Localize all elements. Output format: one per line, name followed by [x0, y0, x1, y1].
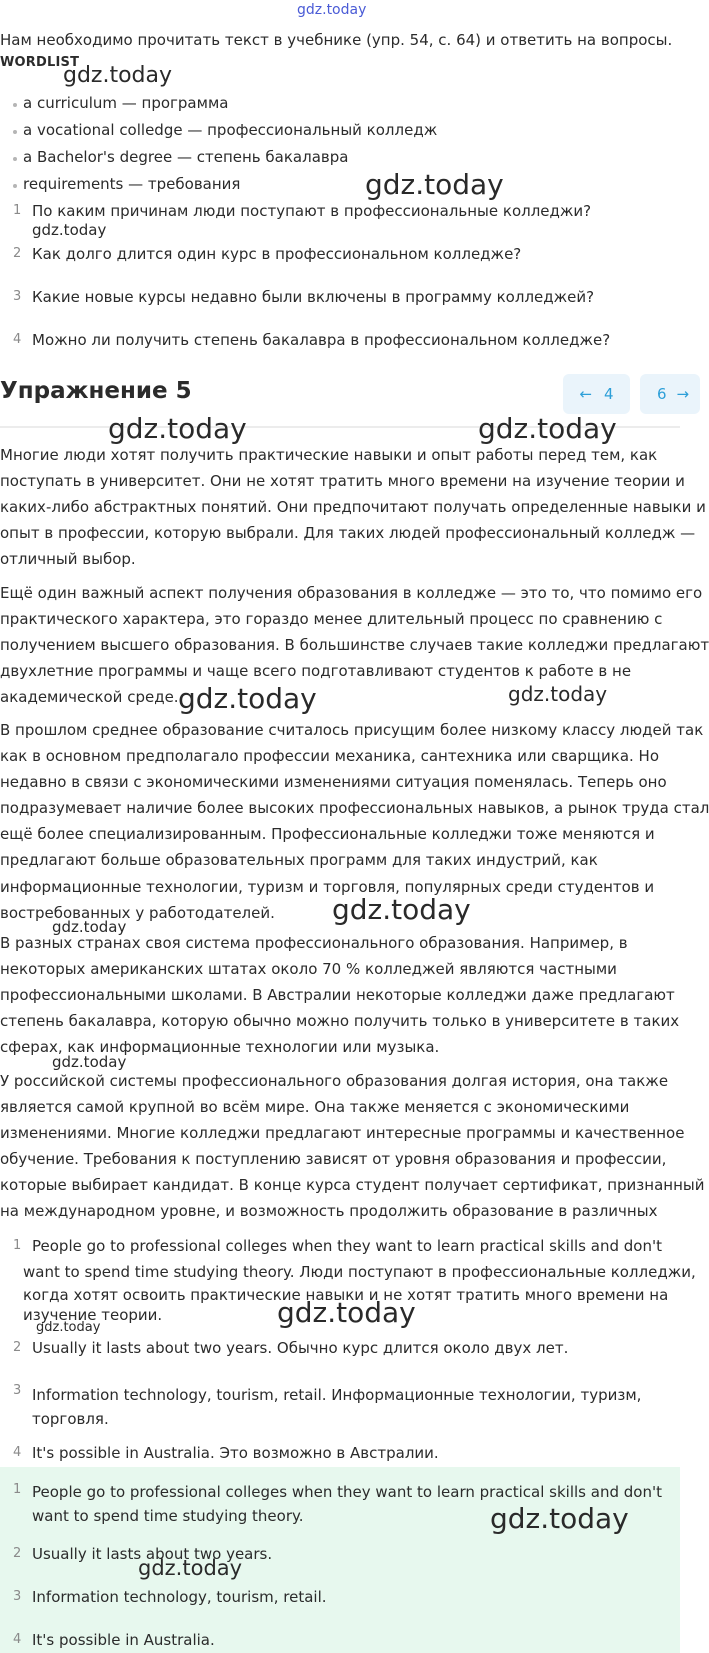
answer-number: 1	[13, 1482, 22, 1497]
answer-number: 1	[13, 1238, 22, 1253]
watermark: gdz.today	[297, 2, 367, 18]
paragraph: Ещё один важный аспект получения образования в колледже — это то, что помимо его практического характера, это гораздо менее длительный процесс по сравнению с получением высшего образования. В большинстве случаев такие колледжи предлагают двухлетние программы и чаще всего подготавливают студентов к работе в не академической среде.	[0, 584, 709, 707]
watermark: gdz.today	[52, 918, 127, 936]
answer-item: It's possible in Australia. Это возможно в Австралии.	[32, 1444, 439, 1462]
question-number: 1	[13, 203, 22, 218]
watermark: gdz.today	[178, 682, 317, 715]
answer-number: 3	[13, 1383, 22, 1398]
question-text: Какие новые курсы недавно были включены в программу колледжей?	[32, 288, 595, 306]
watermark: gdz.today	[108, 412, 247, 445]
paragraph: У российской системы профессионального образования долгая история, она также является самой крупной во всём мире. Она также меняется с экономическими изменениями. Многие колледжи предлагают интересные программы и качественное обучение. Требования к поступлению зависят от уровня образования и профессии, которые выбирает кандидат. В конце курса студент получает сертификат, признанный на международном уровне, и возможность продолжить образование в различных	[0, 1072, 705, 1221]
answer-item: Usually it lasts about two years.	[32, 1545, 273, 1563]
answer-number: 2	[13, 1340, 22, 1355]
watermark: gdz.today	[490, 1502, 629, 1535]
answer-item: Information technology, tourism, retail. Информационные технологии, туризм, торговля.	[32, 1386, 642, 1428]
next-exercise-label: 6	[657, 385, 667, 403]
next-exercise-button[interactable]	[640, 374, 700, 414]
answer-item: People go to professional colleges when they want to learn practical skills and don't want to spend time studying theory. Люди поступают в профессиональные колледжи, когда хотят освоить практические навыки и не хотят тратить много времени на изучение теории.	[23, 1237, 696, 1324]
bullet-icon	[13, 130, 17, 134]
watermark: gdz.today	[32, 221, 107, 239]
bullet-icon	[13, 157, 17, 161]
answer-item: Usually it lasts about two years. Обычно курс длится около двух лет.	[32, 1339, 569, 1357]
exercise-title: Упражнение 5	[0, 378, 192, 404]
question-number: 4	[13, 332, 22, 347]
watermark: gdz.today	[365, 168, 504, 201]
answer-number: 3	[13, 1589, 22, 1604]
watermark: gdz.today	[277, 1296, 416, 1329]
wordlist-title: WORDLIST	[0, 55, 80, 70]
watermark: gdz.today	[52, 1053, 127, 1071]
wordlist-item: requirements — требования	[23, 175, 241, 193]
arrow-right-icon: →	[676, 385, 690, 403]
answer-number: 4	[13, 1632, 22, 1647]
bullet-icon	[13, 184, 17, 188]
intro-text: Нам необходимо прочитать текст в учебнике (упр. 54, с. 64) и ответить на вопросы.	[0, 31, 673, 49]
paragraph: В разных странах своя система профессионального образования. Например, в некоторых американских штатах около 70 % колледжей являются частными профессиональными школами. В Австралии некоторые колледжи даже предлагают степень бакалавра, которую обычно можно получить только в университете в таких сферах, как информационные технологии или музыка.	[0, 934, 680, 1057]
answer-item: People go to professional colleges when they want to learn practical skills and don't want to spend time studying theory.	[32, 1483, 662, 1525]
prev-exercise-button[interactable]	[563, 374, 630, 414]
paragraph: В прошлом среднее образование считалось присущим более низкому классу людей так как в основном предполагало профессии механика, сантехника или сварщика. Но недавно в связи с экономическими изменениями ситуация поменялась. Теперь оно подразумевает наличие более высоких профессиональных навыков, а рынок труда стал ещё более специализированным. Профессиональные колледжи тоже меняются и предлагают больше образовательных программ для таких индустрий, как информационные технологии, туризм и торговля, популярных среди студентов и востребованных у работодателей.	[0, 721, 709, 922]
bullet-icon	[13, 103, 17, 107]
watermark: gdz.today	[138, 1556, 243, 1580]
answer-number: 2	[13, 1546, 22, 1561]
question-text: По каким причинам люди поступают в профессиональные колледжи?	[32, 202, 592, 220]
answer-item: It's possible in Australia.	[32, 1631, 215, 1649]
prev-exercise-label: 4	[604, 385, 614, 403]
question-number: 3	[13, 289, 22, 304]
answer-item: Information technology, tourism, retail.	[32, 1588, 327, 1606]
arrow-left-icon: ←	[579, 385, 593, 403]
watermark: gdz.today	[508, 682, 608, 706]
watermark: gdz.today	[332, 893, 471, 926]
watermark: gdz.today	[478, 412, 617, 445]
wordlist-item: a curriculum — программа	[23, 94, 229, 112]
wordlist-item: a vocational colledge — профессиональный колледж	[23, 121, 438, 139]
watermark: gdz.today	[63, 63, 173, 88]
question-text: Можно ли получить степень бакалавра в профессиональном колледже?	[32, 331, 611, 349]
question-text: Как долго длится один курс в профессиональном колледже?	[32, 245, 522, 263]
question-number: 2	[13, 246, 22, 261]
watermark: gdz.today	[36, 1320, 101, 1335]
answer-number: 4	[13, 1445, 22, 1460]
paragraph: Многие люди хотят получить практические навыки и опыт работы перед тем, как поступать в университет. Они не хотят тратить много времени на изучение теории и каких-либо абстрактных понятий. Они предпочитают получать определенные навыки и опыт в профессии, которую выбрали. Для таких людей профессиональный колледж — отличный выбор.	[0, 446, 706, 569]
wordlist-item: a Bachelor's degree — степень бакалавра	[23, 148, 349, 166]
